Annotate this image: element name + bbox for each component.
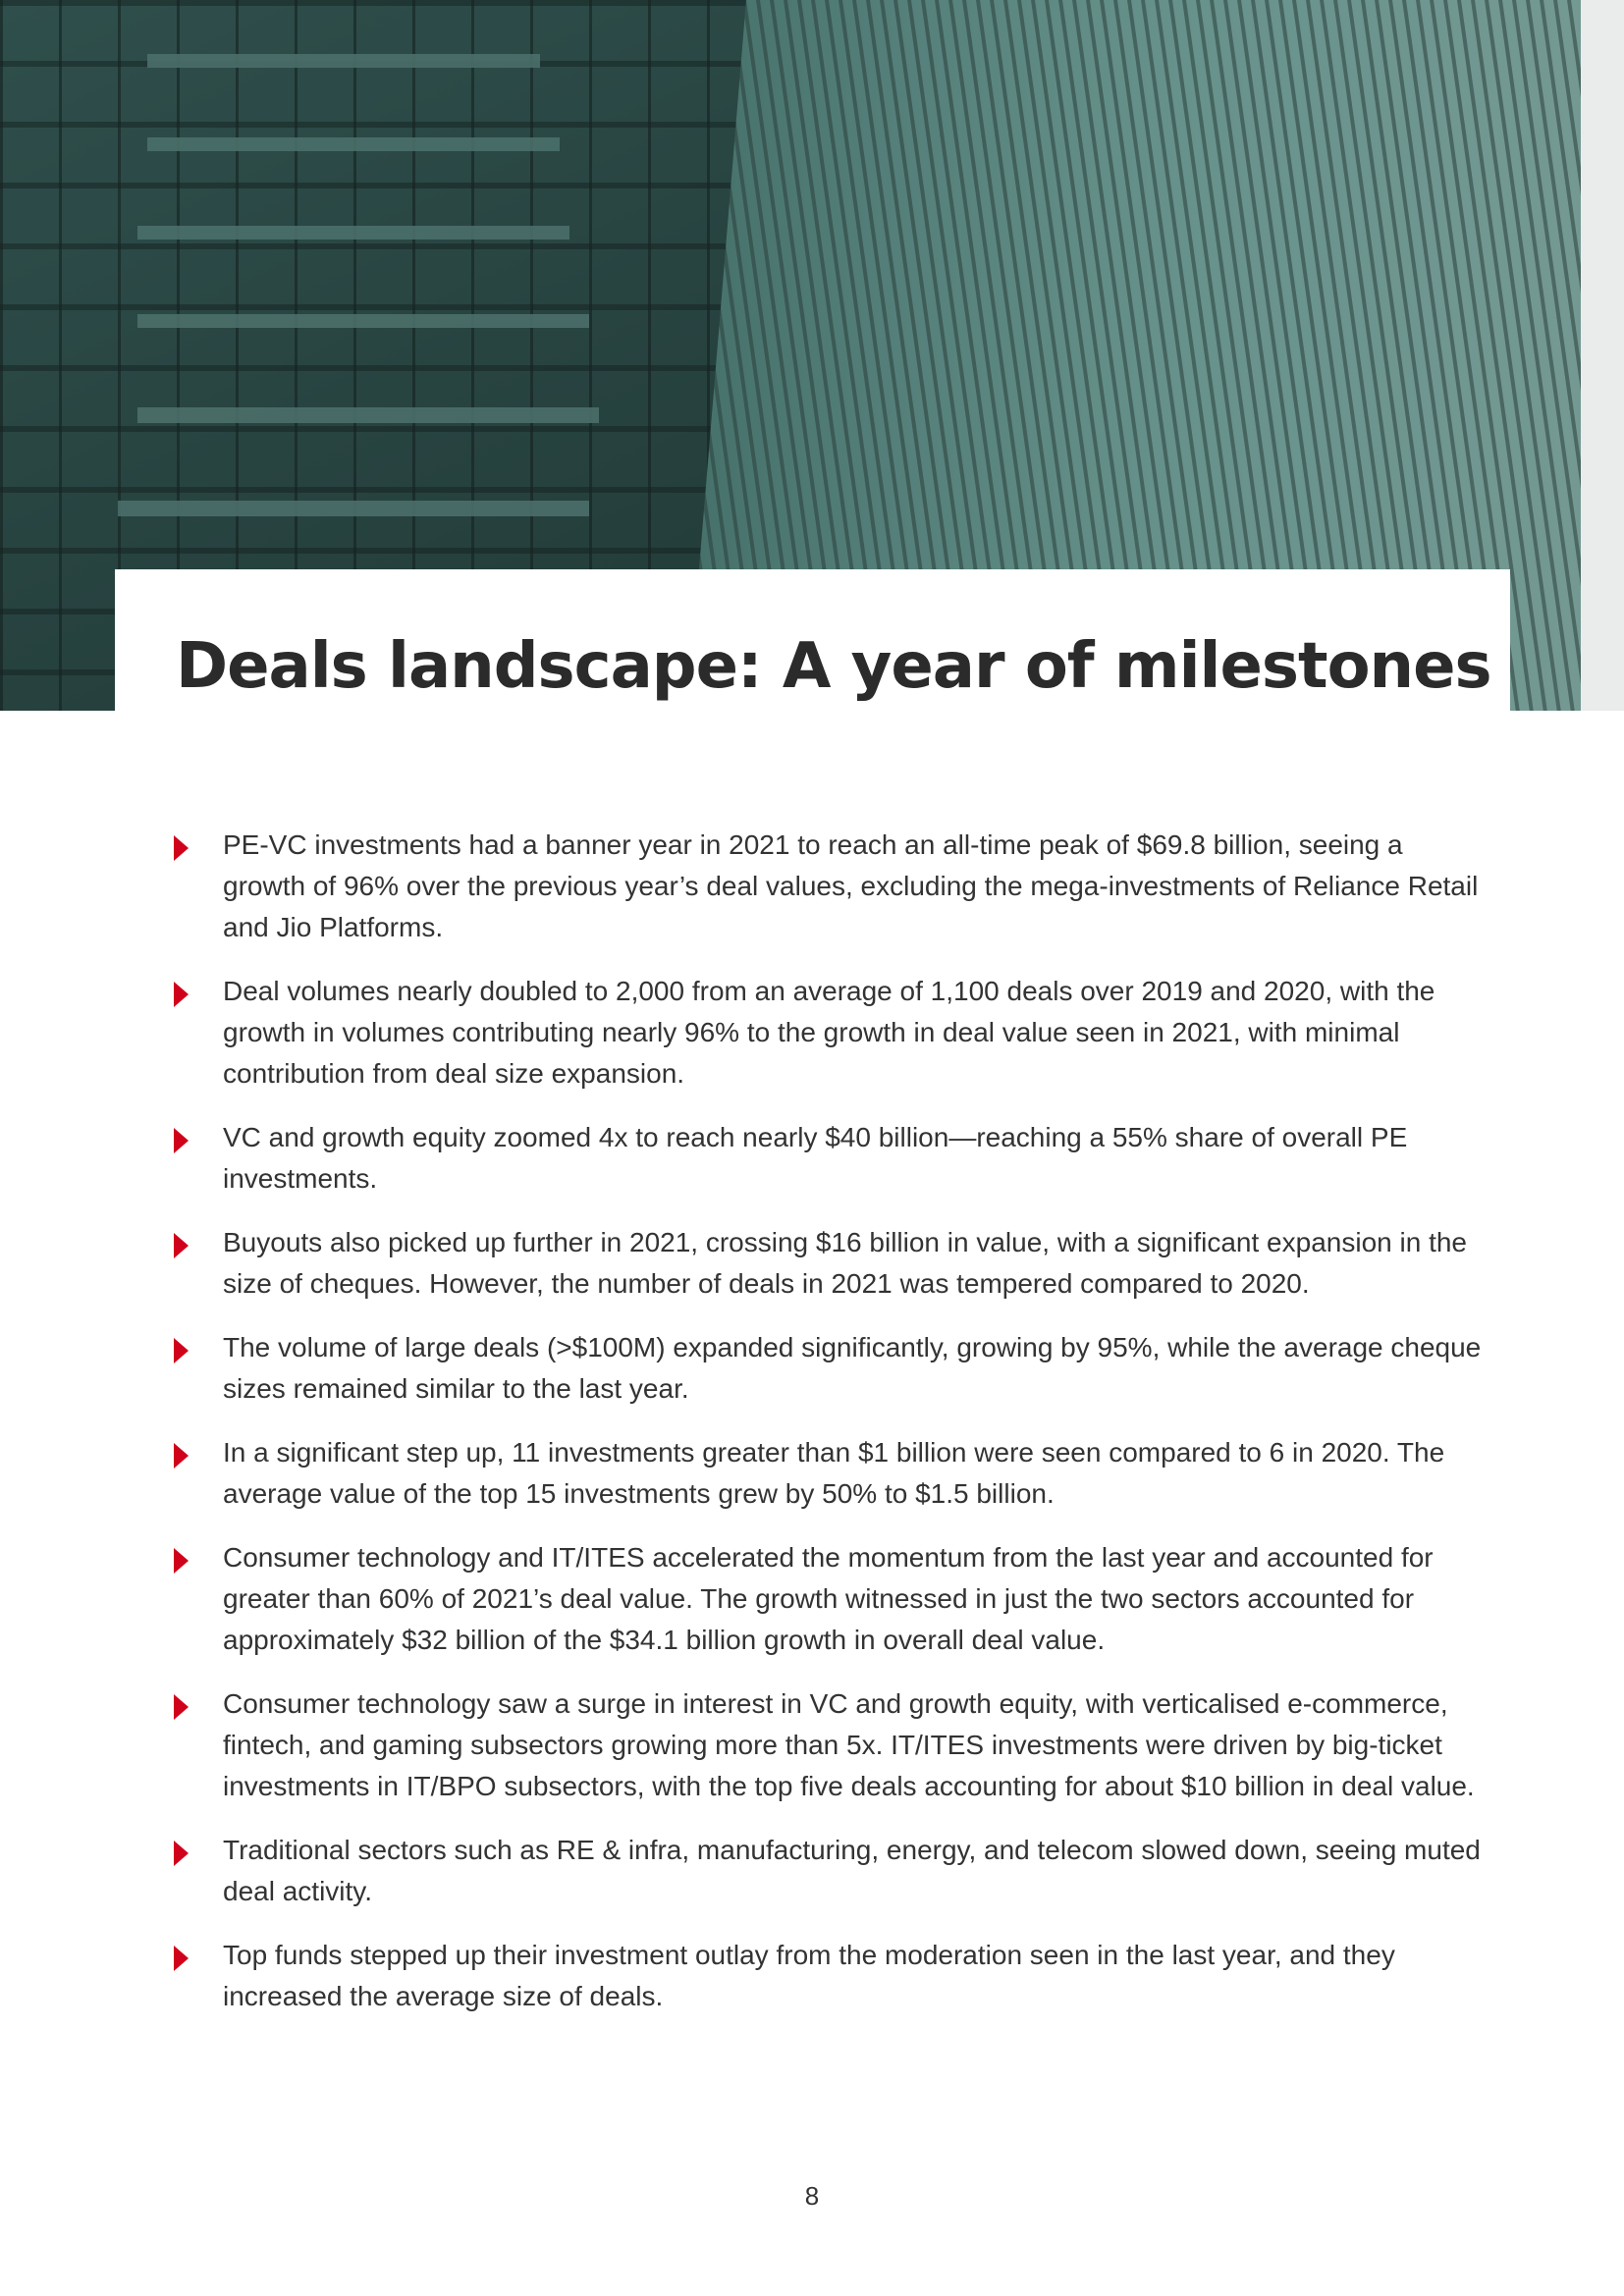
triangle-bullet-icon: [174, 1548, 189, 1574]
triangle-bullet-icon: [174, 1841, 189, 1866]
list-item: [169, 1327, 1485, 1410]
list-item-text: VC and growth equity zoomed 4x to reach nearly $40 billion—reaching a 55% share of overall PE investments.: [223, 1122, 1408, 1194]
list-item: [169, 1683, 1485, 1807]
triangle-bullet-icon: [174, 1694, 189, 1720]
triangle-bullet-icon: [174, 835, 189, 861]
list-item: [169, 825, 1485, 948]
list-item-text: Consumer technology and IT/ITES accelerated the momentum from the last year and accounted for greater than 60% of 2021’s deal value. The growth witnessed in just the two sectors accounted for approximately $32 billion of the $34.1 billion growth in overall deal value.: [223, 1542, 1434, 1655]
triangle-bullet-icon: [174, 1946, 189, 1971]
title-box: [115, 569, 1510, 713]
triangle-bullet-icon: [174, 1338, 189, 1363]
list-item-text: Buyouts also picked up further in 2021, crossing $16 billion in value, with a significant expansion in the size of cheques. However, the number of deals in 2021 was tempered compared to 2020.: [223, 1227, 1467, 1299]
list-item: [169, 1537, 1485, 1661]
triangle-bullet-icon: [174, 1128, 189, 1153]
list-item-text: Consumer technology saw a surge in interest in VC and growth equity, with verticalised e-commerce, fintech, and gaming subsectors growing more than 5x. IT/ITES investments were driven by big-ticket investments in IT/BPO subsectors, with the top five deals accounting for about $10 billion in deal value.: [223, 1688, 1475, 1801]
triangle-bullet-icon: [174, 1443, 189, 1468]
list-item: [169, 1432, 1485, 1515]
list-item-text: Deal volumes nearly doubled to 2,000 from an average of 1,100 deals over 2019 and 2020, with the growth in volumes contributing nearly 96% to the growth in deal value seen in 2021, with minimal contribution from deal size expansion.: [223, 976, 1435, 1089]
list-item-text: Top funds stepped up their investment outlay from the moderation seen in the last year, and they increased the average size of deals.: [223, 1940, 1395, 2011]
triangle-bullet-icon: [174, 1233, 189, 1258]
triangle-bullet-icon: [174, 982, 189, 1007]
bullet-list: [169, 825, 1485, 2040]
list-item-text: The volume of large deals (>$100M) expanded significantly, growing by 95%, while the average cheque sizes remained similar to the last year.: [223, 1332, 1482, 1404]
list-item: [169, 1830, 1485, 1912]
list-item: [169, 1935, 1485, 2017]
page-title: Deals landscape: A year of milestones: [176, 630, 1491, 703]
list-item: [169, 1117, 1485, 1200]
list-item-text: Traditional sectors such as RE & infra, manufacturing, energy, and telecom slowed down, seeing muted deal activity.: [223, 1835, 1481, 1906]
page-number: 8: [804, 2181, 820, 2211]
list-item: [169, 1222, 1485, 1305]
list-item-text: PE-VC investments had a banner year in 2021 to reach an all-time peak of $69.8 billion, seeing a growth of 96% over the previous year’s deal values, excluding the mega-investments of Reliance Retail and Jio Platforms.: [223, 829, 1479, 942]
list-item: [169, 971, 1485, 1095]
list-item-text: In a significant step up, 11 investments greater than $1 billion were seen compared to 6 in 2020. The average value of the top 15 investments grew by 50% to $1.5 billion.: [223, 1437, 1445, 1509]
